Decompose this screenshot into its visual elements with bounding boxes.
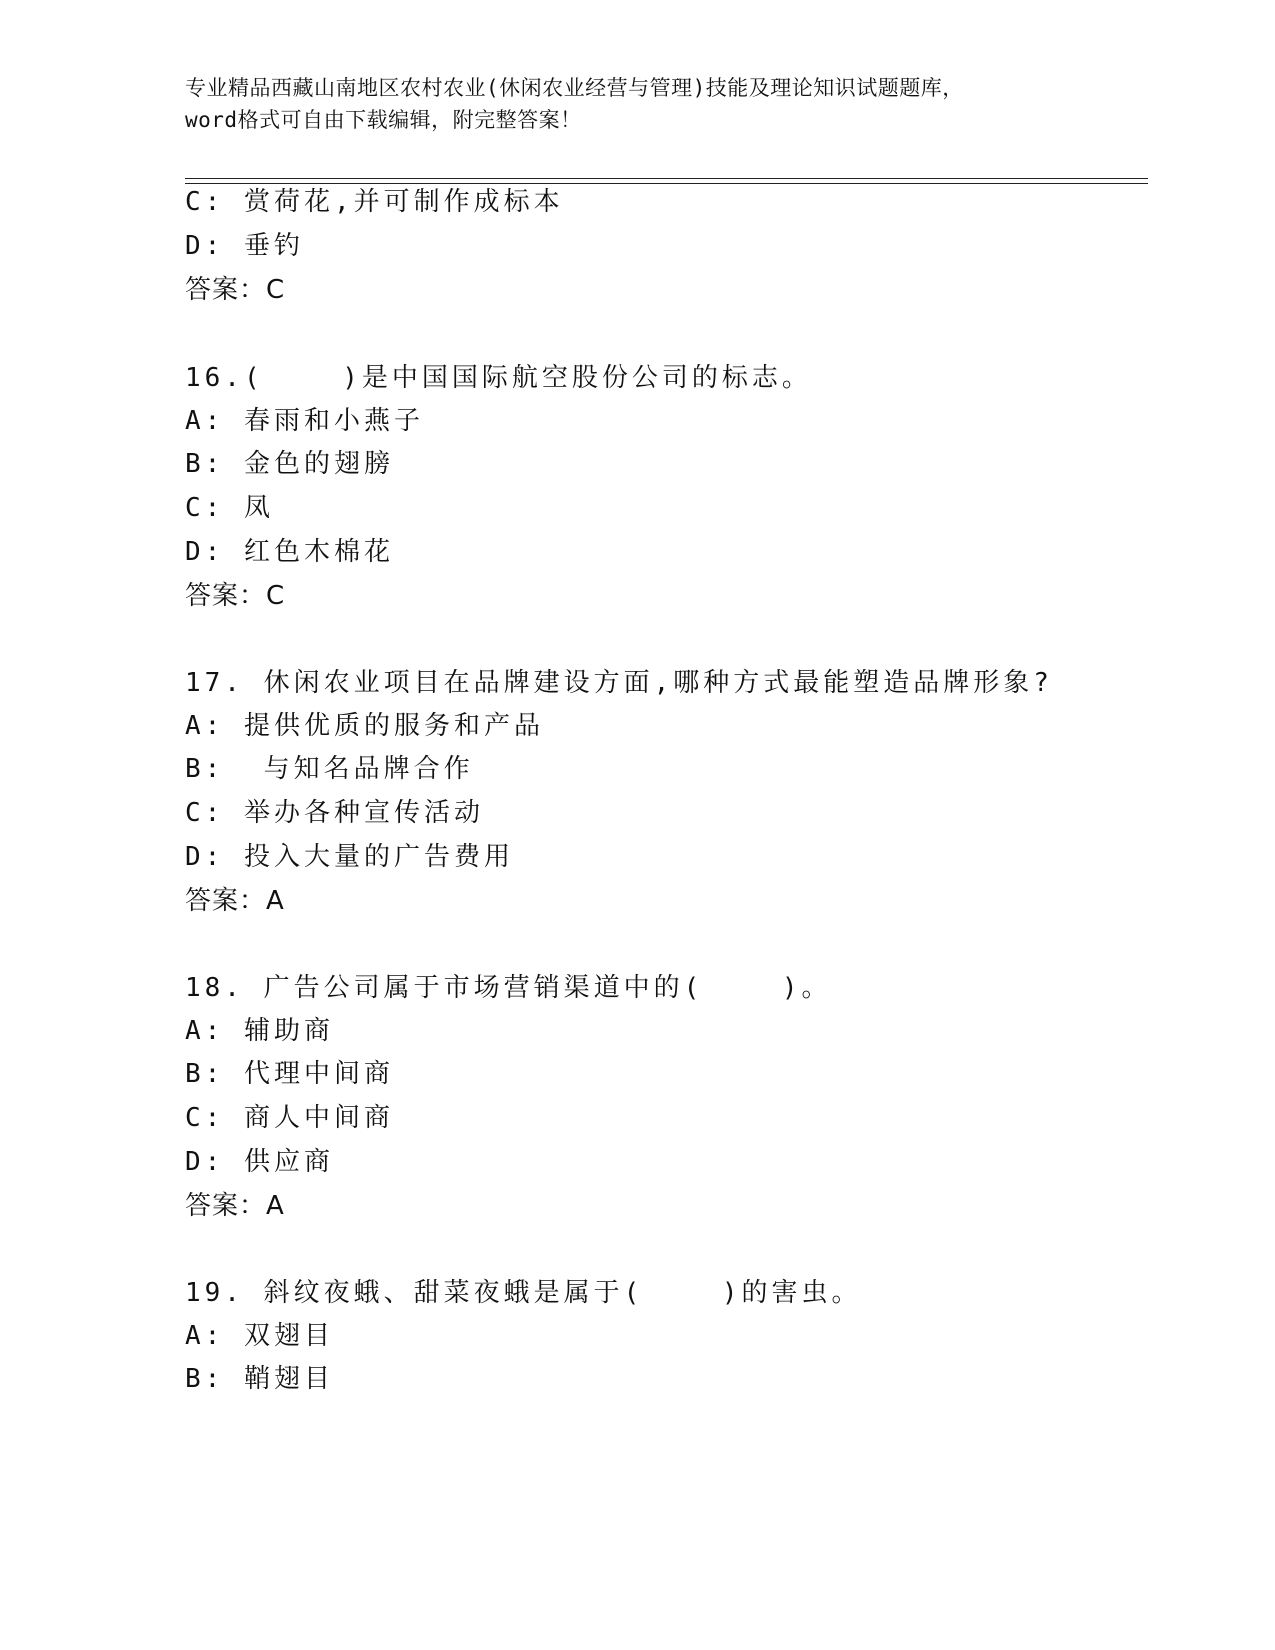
prev-option-c: C: 赏荷花,并可制作成标本 <box>185 187 564 217</box>
q18-option-c: C: 商人中间商 <box>185 1103 394 1133</box>
q16-option-d: D: 红色木棉花 <box>185 537 394 567</box>
q18-option-b: B: 代理中间商 <box>185 1059 394 1089</box>
q16-option-a: A: 春雨和小燕子 <box>185 406 424 436</box>
q17-option-b: B: 与知名品牌合作 <box>185 754 474 784</box>
q19-question: 19. 斜纹夜蛾、甜菜夜蛾是属于( )的害虫。 <box>185 1278 862 1308</box>
q18-question: 18. 广告公司属于市场营销渠道中的( )。 <box>185 973 832 1003</box>
q19-option-a: A: 双翅目 <box>185 1321 334 1351</box>
q16-answer: 答案：C <box>185 581 286 611</box>
q17-option-a: A: 提供优质的服务和产品 <box>185 711 544 741</box>
q16-option-b: B: 金色的翅膀 <box>185 449 394 479</box>
q17-option-d: D: 投入大量的广告费用 <box>185 842 514 872</box>
prev-answer: 答案：C <box>185 275 286 305</box>
q17-question: 17. 休闲农业项目在品牌建设方面,哪种方式最能塑造品牌形象? <box>185 668 1053 698</box>
header-title-line1: 专业精品西藏山南地区农村农业(休闲农业经营与管理)技能及理论知识试题题库， <box>185 76 964 100</box>
header-divider-top <box>185 178 1148 179</box>
document-header <box>185 72 1105 136</box>
q16-question: 16.( )是中国国际航空股份公司的标志。 <box>185 363 812 393</box>
q18-option-d: D: 供应商 <box>185 1147 334 1177</box>
header-divider-bottom <box>185 183 1148 184</box>
q18-option-a: A: 辅助商 <box>185 1016 334 1046</box>
q17-option-c: C: 举办各种宣传活动 <box>185 798 484 828</box>
q19-option-b: B: 鞘翅目 <box>185 1364 334 1394</box>
q17-answer: 答案：A <box>185 886 285 916</box>
header-title-line2: word格式可自由下载编辑，附完整答案！ <box>185 108 582 132</box>
prev-option-d: D: 垂钓 <box>185 231 304 261</box>
q16-option-c: C: 凤 <box>185 493 274 523</box>
q18-answer: 答案：A <box>185 1191 285 1221</box>
